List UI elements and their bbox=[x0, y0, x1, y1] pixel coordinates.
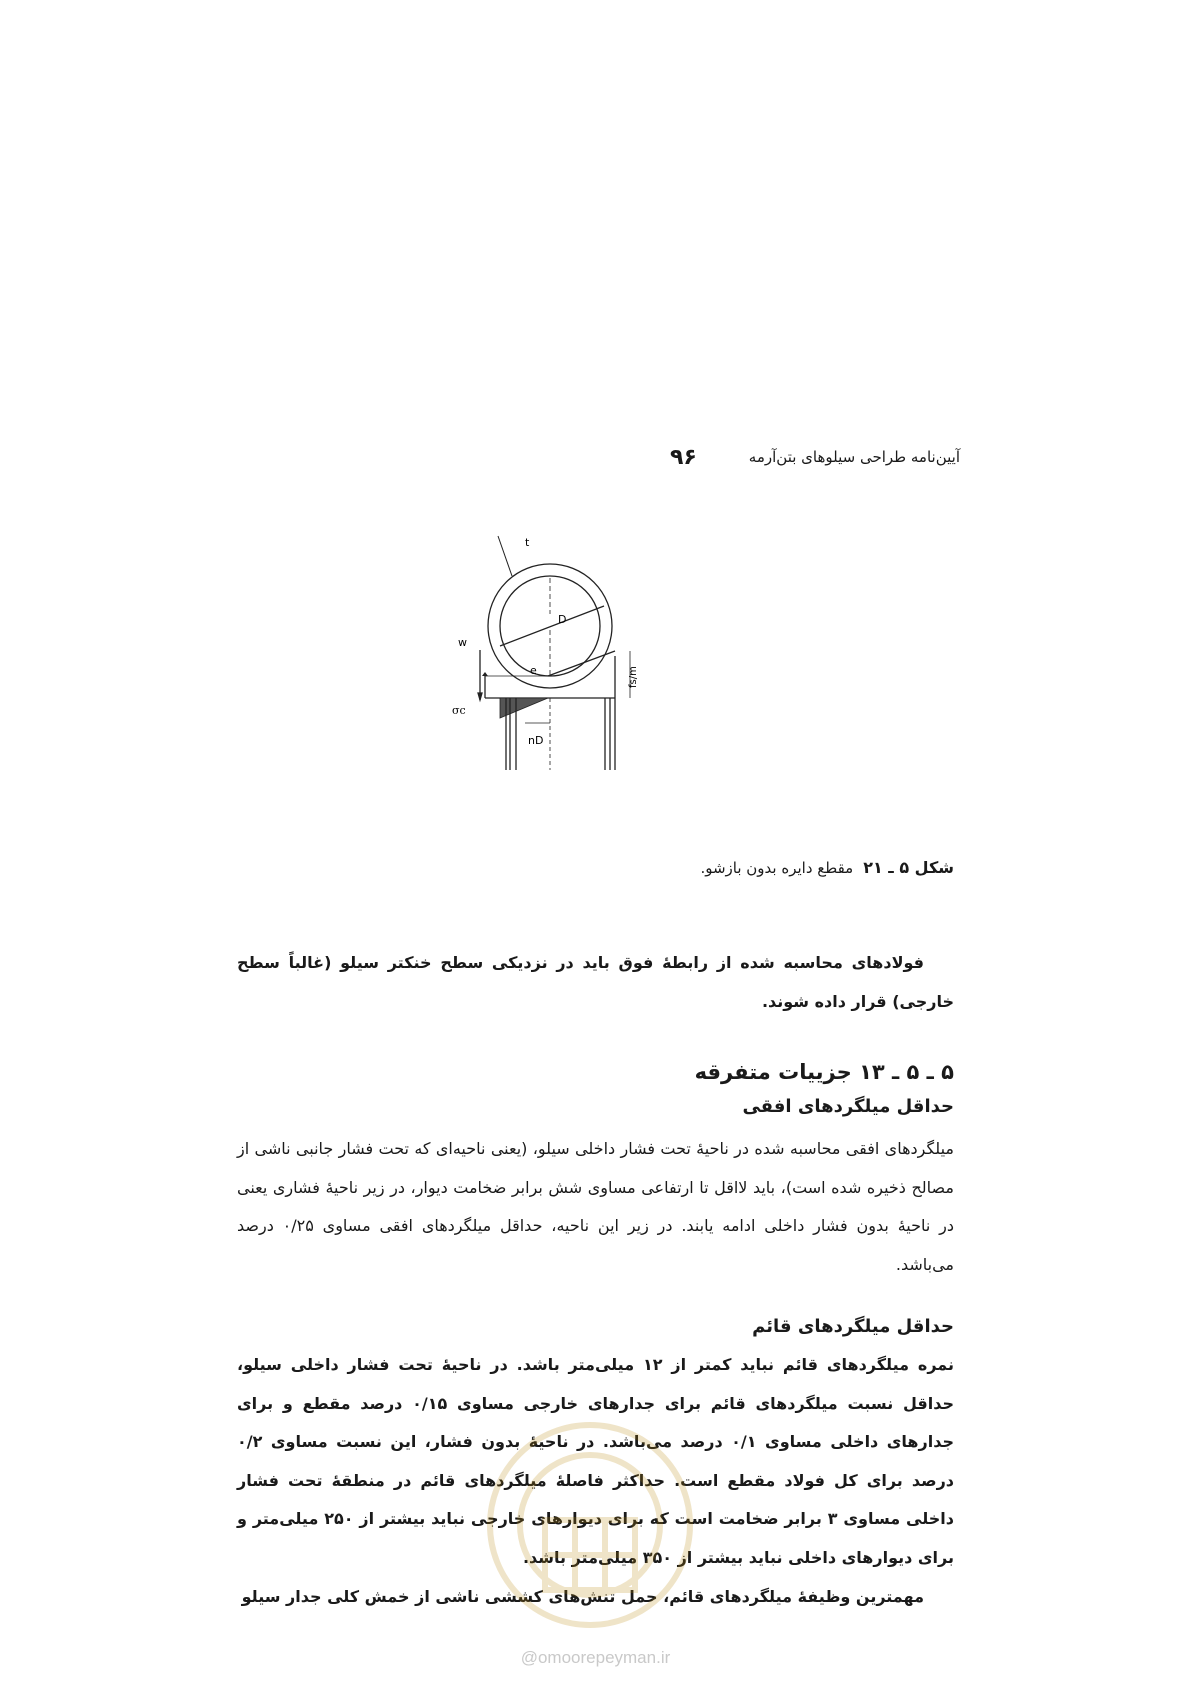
horizontal-rebar-heading: حداقل میلگردهای افقی bbox=[742, 1096, 954, 1117]
page-number: ۹۶ bbox=[670, 444, 697, 470]
label-D: D bbox=[558, 613, 567, 626]
watermark-seal bbox=[475, 1410, 705, 1640]
page-header bbox=[670, 442, 960, 472]
label-t: t bbox=[525, 536, 530, 549]
watermark-text: @omoorepeyman.ir bbox=[520, 1648, 671, 1667]
figure-caption bbox=[700, 858, 954, 877]
label-fs-m: fs/m bbox=[628, 666, 639, 688]
vertical-rebar-paragraph: نمره میلگردهای قائم نباید کمتر از ۱۲ میلی‌متر باشد. در ناحیهٔ تحت فشار داخلی سیلو، حداقل نسبت میلگردهای قائم برای جدارهای خارجی مساوی ۰/۱۵ درصد مقطع و برای جدارهای داخلی مساوی ۰/۱ درصد می‌باشد. در ناحیهٔ بدون فشار، این نسبت مساوی ۰/۲ درصد برای کل فولاد مقطع است. حداکثر فاصلهٔ میلگردهای قائم در منطقهٔ تحت فشار داخلی مساوی ۳ برابر ضخامت است که برای دیوارهای خارجی نباید بیشتر از ۲۵۰ میلی‌متر و برای دیوارهای داخلی نباید بیشتر از ۳۵۰ میلی‌متر باشد. bbox=[237, 1355, 955, 1567]
label-sigma-c: σc bbox=[452, 704, 466, 717]
running-title: آیین‌نامه طراحی سیلوهای بتن‌آرمه bbox=[748, 448, 960, 466]
label-nD: nD bbox=[528, 734, 544, 747]
circular-section-diagram bbox=[452, 536, 760, 843]
label-w: w bbox=[458, 636, 467, 649]
caption-text: مقطع دایره بدون بازشو. bbox=[700, 859, 854, 877]
diameter-line bbox=[500, 606, 604, 646]
section-heading: ۵ ـ ۵ ـ ۱۳ جزییات متفرقه bbox=[694, 1060, 954, 1084]
horizontal-rebar-paragraph: میلگردهای افقی محاسبه شده در ناحیهٔ تحت فشار داخلی سیلو، (یعنی ناحیه‌ای که تحت فشار جانبی ناشی از مصالح ذخیره شده است)، باید لااقل تا ارتفاعی مساوی شش برابر ضخامت دیوار، در زیر ناحیهٔ فشاری یعنی در ناحیهٔ بدون فشار داخلی ادامه یابند. در زیر این ناحیه، حداقل میلگردهای افقی مساوی ۰/۲۵ درصد می‌باشد. bbox=[237, 1139, 954, 1274]
caption-number: شکل ۵ ـ ۲۱ bbox=[863, 858, 954, 877]
vertical-rebar-continuation: مهمترین وظیفهٔ میلگردهای قائم، حمل تنش‌های کششی ناشی از خمش کلی جدار سیلو bbox=[241, 1587, 924, 1606]
vertical-rebar-heading: حداقل میلگردهای قائم bbox=[752, 1316, 954, 1337]
label-e: e bbox=[530, 664, 537, 677]
silo-section-figure bbox=[452, 536, 760, 843]
intro-paragraph: فولادهای محاسبه شده از رابطهٔ فوق باید در نزدیکی سطح خنکتر سیلو (غالباً سطح خارجی) قرار داده شوند. bbox=[237, 953, 954, 1011]
